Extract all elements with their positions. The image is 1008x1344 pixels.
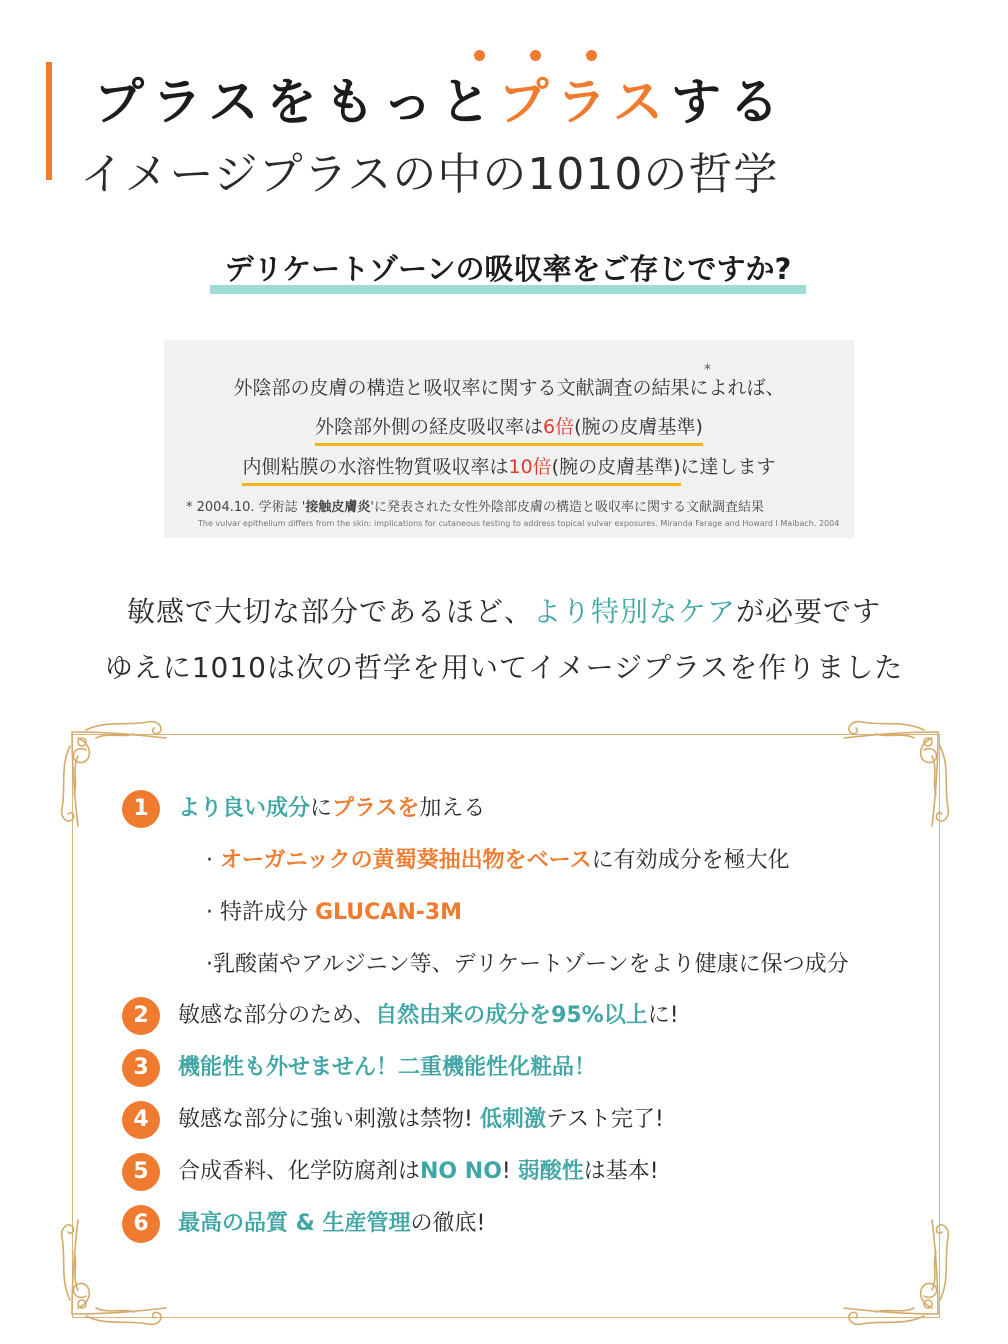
message-line-1: 敏感で大切な部分であるほど、より特別なケアが必要です (126, 595, 882, 628)
title-part3: する (671, 73, 787, 131)
footnote-en: The vulvar epithelium differs from the skin: implications for cutaneous testing to address topical vulvar exposures. Miranda Farage and Howard I Maibach. 2004 (198, 519, 840, 528)
number-badge-3: 3 (122, 1049, 160, 1087)
number-badge-2: 2 (122, 997, 160, 1035)
corner-ornament-bottom-right (824, 1200, 954, 1330)
philosophy-item-5: 合成香料、化学防腐剤はNO NO! 弱酸性は基本! (178, 1159, 659, 1184)
study-line-3: 内側粘膜の水溶性物質吸収率は10倍(腕の皮膚基準)に達します (164, 452, 854, 486)
philosophy-subitem-1: · オーガニックの黄蜀葵抽出物をベースに有効成分を極大化 (206, 848, 790, 873)
philosophy-item-4: 敏感な部分に強い刺激は禁物! 低刺激テスト完了! (178, 1107, 664, 1132)
question-heading (210, 252, 806, 294)
corner-ornament-top-left (56, 716, 186, 846)
title-part2-highlight: プラス (498, 73, 671, 131)
philosophy-item-6: 最高の品質 & 生産管理の徹底! (178, 1211, 486, 1236)
page-subtitle: イメージプラスの中の1010の哲学 (80, 149, 779, 200)
corner-ornament-top-right (824, 716, 954, 846)
value-6x: 6倍 (543, 416, 575, 438)
philosophy-subitem-3: ·乳酸菌やアルジニン等、デリケートゾーンをより健康に保つ成分 (206, 952, 849, 977)
footnote-asterisk: * (704, 362, 711, 378)
footnote-jp: * 2004.10. 学術誌 '接触皮膚炎'に発表された女性外陰部皮膚の構造と吸収率に関する文献調査結果 (186, 500, 764, 515)
number-badge-1: 1 (122, 790, 160, 828)
journal-name: 接触皮膚炎 (305, 500, 371, 515)
study-box (164, 340, 854, 538)
study-line-2: 外陰部外側の経皮吸収率は6倍(腕の皮膚基準) (164, 412, 854, 446)
question-text: デリケートゾーンの吸収率をご存じですか? (224, 252, 792, 286)
philosophy-item-1: より良い成分にプラスを加える (178, 796, 486, 821)
number-badge-5: 5 (122, 1153, 160, 1191)
philosophy-item-2: 敏感な部分のため、自然由来の成分を95%以上に! (178, 1003, 679, 1028)
page-title (94, 62, 787, 134)
philosophy-subitem-2: · 特許成分 GLUCAN-3M (206, 900, 463, 925)
philosophy-item-3: 機能性も外せません！二重機能性化粧品！ (178, 1055, 597, 1080)
number-badge-4: 4 (122, 1101, 160, 1139)
value-10x: 10倍 (508, 456, 552, 478)
title-accent-bar (46, 62, 52, 180)
title-part1: プラスをもっと (94, 73, 499, 131)
corner-ornament-bottom-left (56, 1200, 186, 1330)
number-badge-6: 6 (122, 1205, 160, 1243)
special-care-highlight: より特別なケア (532, 595, 736, 628)
study-line-1: 外陰部の皮膚の構造と吸収率に関する文献調査の結果によれば、 (233, 377, 785, 399)
message-line-2: ゆえに1010は次の哲学を用いてイメージプラスを作りました (104, 651, 904, 684)
question-highlight-bar (210, 285, 806, 294)
